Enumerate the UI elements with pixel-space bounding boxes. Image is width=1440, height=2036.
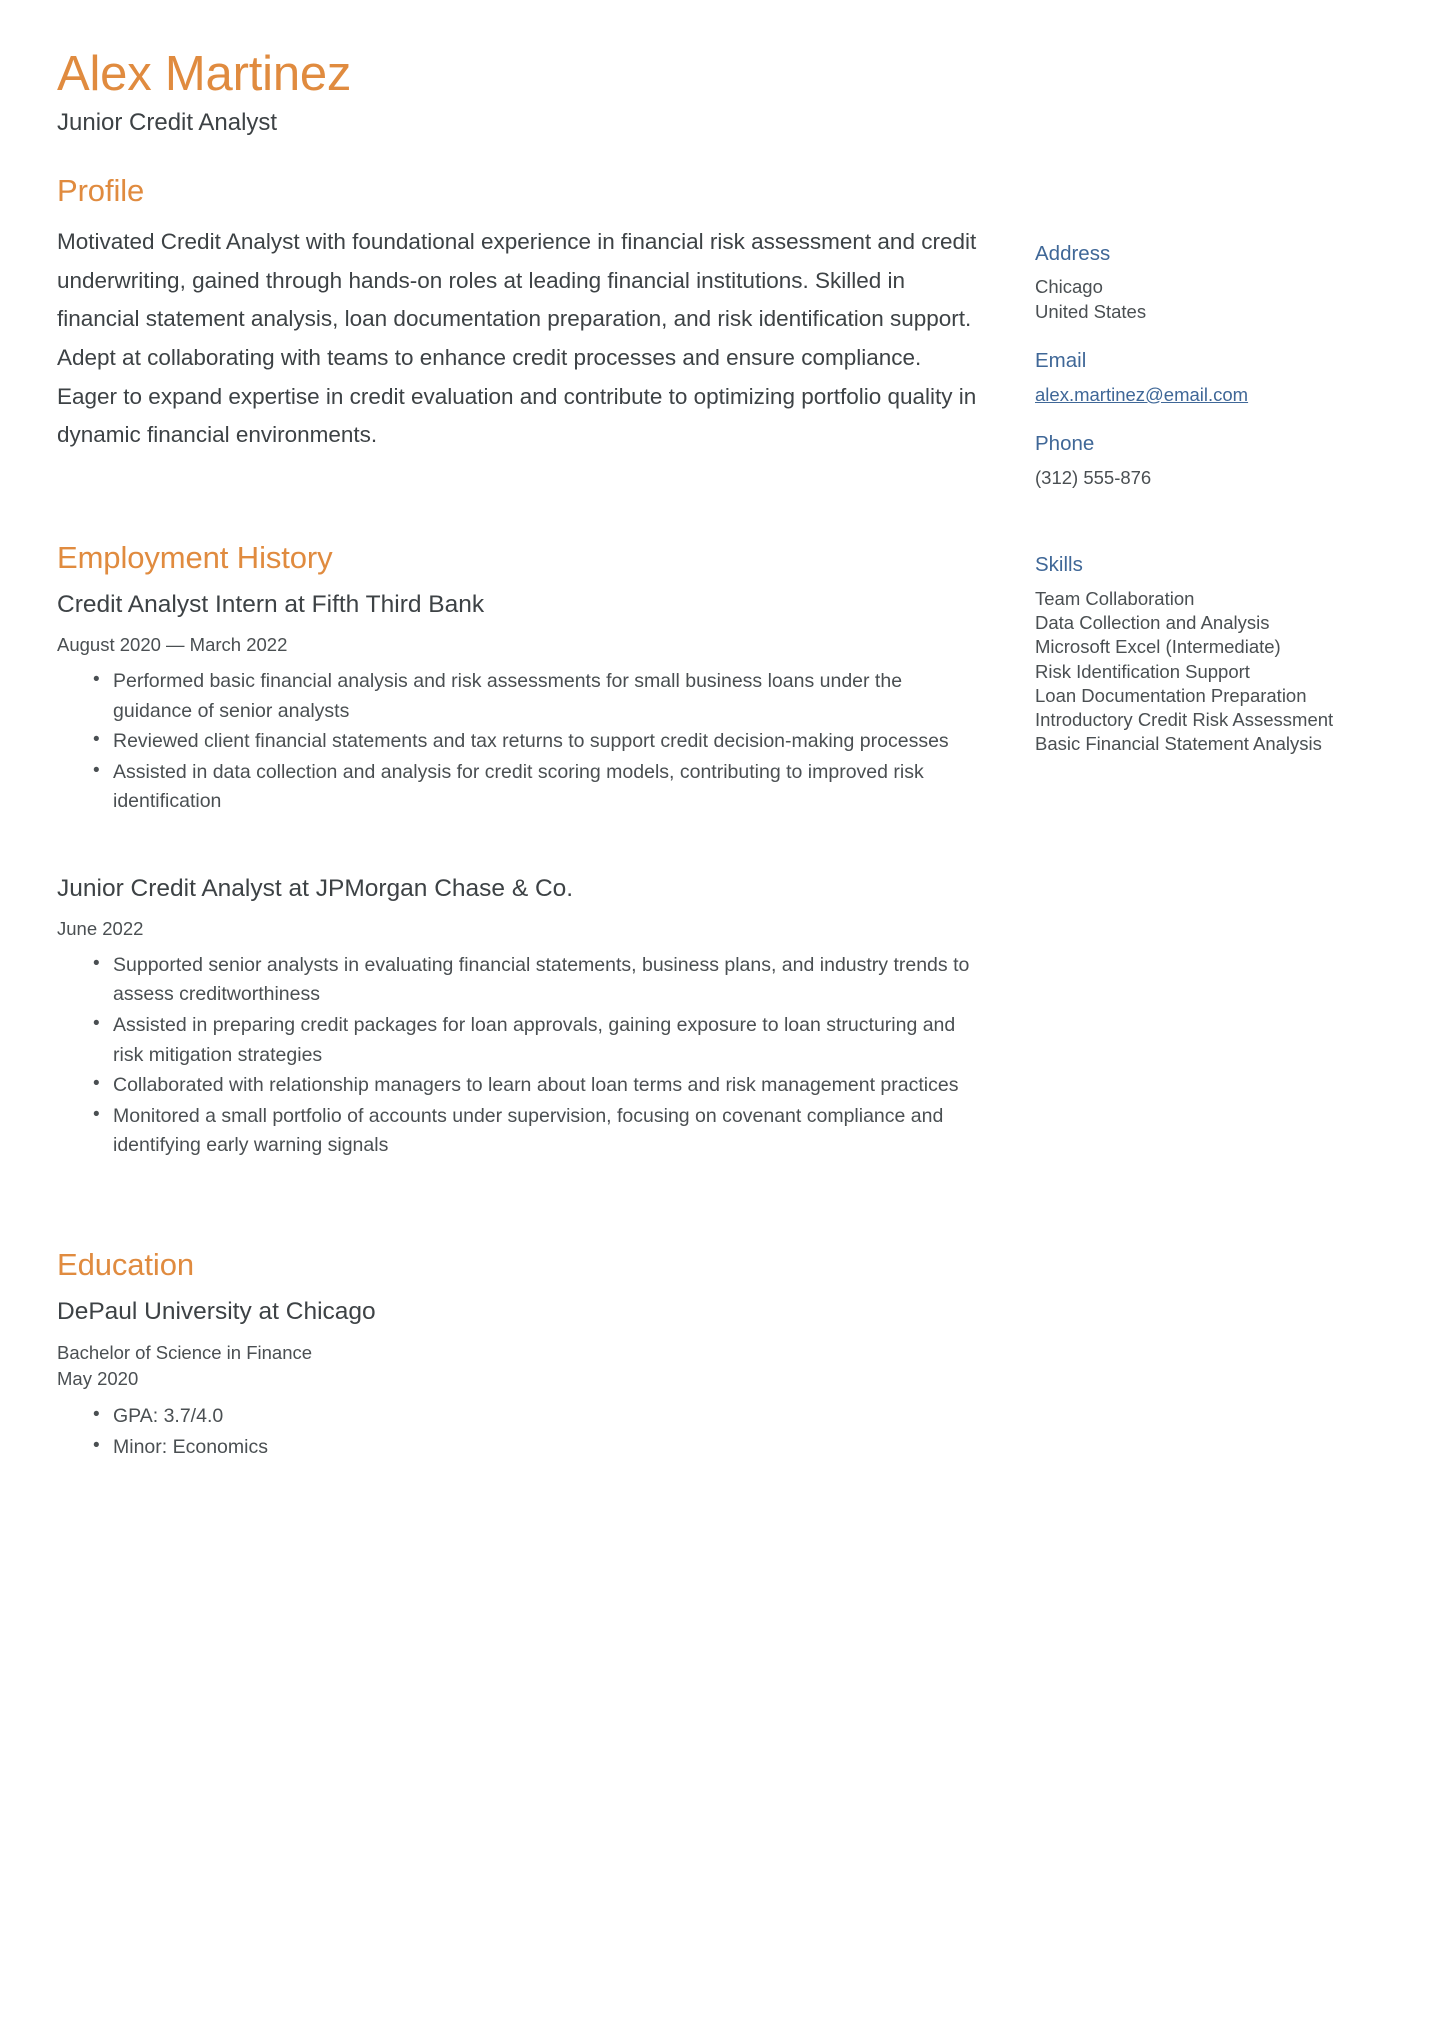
sidebar-column — [1035, 172, 1380, 781]
sidebar-heading-skills: Skills — [1035, 553, 1083, 577]
main-column — [57, 172, 977, 1464]
sidebar-phone-block — [1035, 431, 1380, 490]
candidate-name: Alex Martinez — [57, 47, 352, 101]
education-entry — [57, 1297, 977, 1462]
profile-paragraph: Motivated Credit Analyst with foundational experience in financial risk assessment and credit underwriting, gained through hands-on roles at leading financial institutions. Skilled in financial statement analysis, loan documentation preparation, and risk identification support. Adept at collaborating with teams to enhance credit processes and ensure compliance. Eager to expand expertise in credit evaluation and contribute to optimizing portfolio quality in dynamic financial environments. — [57, 228, 977, 448]
education-bullet: • GPA: 3.7/4.0 — [93, 1402, 977, 1432]
job-bullet: • Assisted in preparing credit packages for loan approvals, gaining exposure to loan structuring and risk mitigation strategies — [93, 1011, 977, 1070]
address-country: United States — [1035, 300, 1147, 322]
sidebar-heading-email: Email — [1035, 349, 1087, 373]
address-city: Chicago — [1035, 276, 1103, 298]
skill-item: Microsoft Excel (Intermediate) — [1035, 636, 1281, 658]
education-bullet: • Minor: Economics — [93, 1433, 977, 1463]
spacer-between-jobs — [57, 818, 977, 874]
skill-item: Introductory Credit Risk Assessment — [1035, 709, 1334, 730]
job-date-range: June 2022 — [57, 917, 144, 939]
sidebar-email-block — [1035, 348, 1380, 407]
job-bullet: • Reviewed client financial statements and tax returns to support credit decision-making processes — [93, 727, 977, 757]
skill-item: Team Collaboration — [1035, 587, 1195, 609]
employment-entry — [57, 874, 977, 1161]
job-bullet: • Collaborated with relationship managers to learn about loan terms and risk management practices — [93, 1071, 977, 1101]
phone-value: (312) 555-876 — [1035, 466, 1152, 488]
sidebar-heading-phone: Phone — [1035, 432, 1095, 456]
job-bullet: • Supported senior analysts in evaluating financial statements, business plans, and industry trends to assess creditworthiness — [93, 951, 977, 1010]
sidebar-heading-address: Address — [1035, 241, 1111, 265]
spacer-profile-employment — [57, 455, 977, 539]
sidebar-address-block — [1035, 241, 1380, 324]
spacer-sidebar-skills — [1035, 514, 1380, 552]
section-employment-history — [57, 539, 977, 1161]
section-profile — [57, 172, 977, 455]
education-date: May 2020 — [57, 1368, 139, 1390]
education-section-title: Education — [57, 1247, 194, 1283]
job-bullet: • Performed basic financial analysis and risk assessments for small business loans under the guidance of senior analysts — [93, 667, 977, 726]
employment-entry — [57, 590, 977, 817]
education-bullet-list — [57, 1402, 977, 1462]
section-education — [57, 1246, 977, 1463]
job-bullet: • Monitored a small portfolio of accounts under supervision, focusing on covenant compliance and identifying early warning signals — [93, 1102, 977, 1161]
employment-section-title: Employment History — [57, 540, 333, 576]
candidate-job-title: Junior Credit Analyst — [57, 108, 278, 136]
job-bullet-list — [57, 667, 977, 817]
email-link[interactable]: alex.martinez@email.com — [1035, 383, 1249, 405]
skills-list — [1035, 587, 1380, 757]
sidebar-skills-block — [1035, 552, 1380, 756]
job-title: Junior Credit Analyst at JPMorgan Chase & Co. — [57, 875, 574, 902]
education-detail — [57, 1340, 977, 1393]
profile-section-title: Profile — [57, 172, 145, 208]
spacer-employment-education — [57, 1162, 977, 1246]
skill-item: Loan Documentation Preparation — [1035, 684, 1307, 706]
skill-item: Basic Financial Statement Analysis — [1035, 733, 1322, 755]
job-bullet-list — [57, 951, 977, 1161]
education-degree: Bachelor of Science in Finance — [57, 1341, 313, 1363]
education-school: DePaul University at Chicago — [57, 1298, 376, 1326]
job-title: Credit Analyst Intern at Fifth Third Bank — [57, 591, 485, 619]
resume-header — [57, 48, 1390, 138]
job-date-range: August 2020 — March 2022 — [57, 633, 288, 655]
skill-item: Risk Identification Support — [1035, 660, 1250, 682]
skill-item: Data Collection and Analysis — [1035, 612, 1270, 634]
resume-body — [57, 172, 1390, 1464]
job-bullet: • Assisted in data collection and analysis for credit scoring models, contributing to improved risk identification — [93, 758, 977, 817]
